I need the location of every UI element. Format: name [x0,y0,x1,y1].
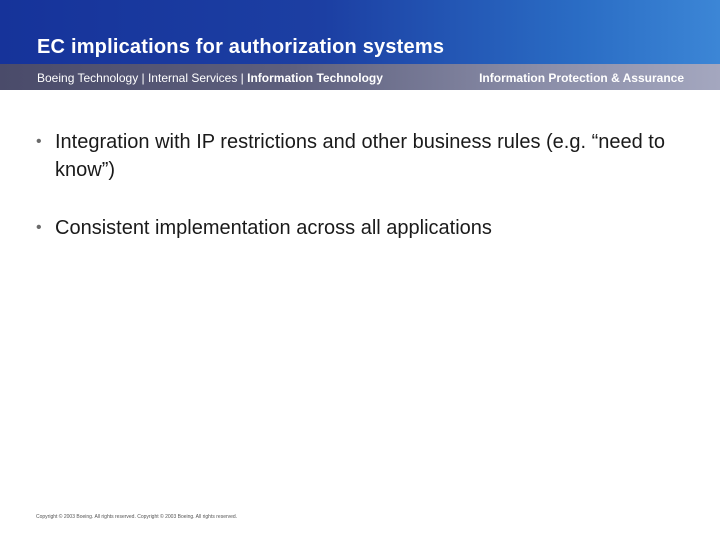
bullet-text: Consistent implementation across all applications [55,217,492,239]
bullet-item [36,214,706,242]
bullet-list [36,128,706,272]
bullet-icon: • [36,133,42,150]
bullet-icon: • [36,219,42,236]
breadcrumb-current: Information Technology [247,71,383,85]
breadcrumb-path: Boeing Technology | Internal Services | [37,71,248,85]
breadcrumb [37,71,383,85]
slide-title: EC implications for authorization systems [37,36,445,58]
bullet-text: Integration with IP restrictions and other business rules (e.g. “need to know”) [55,131,665,181]
org-label: Information Protection & Assurance [479,71,684,85]
footer-copyright: Copyright © 2003 Boeing. All rights reserved. Copyright © 2003 Boeing. All rights reserved. [36,514,238,520]
bullet-item [36,128,706,184]
